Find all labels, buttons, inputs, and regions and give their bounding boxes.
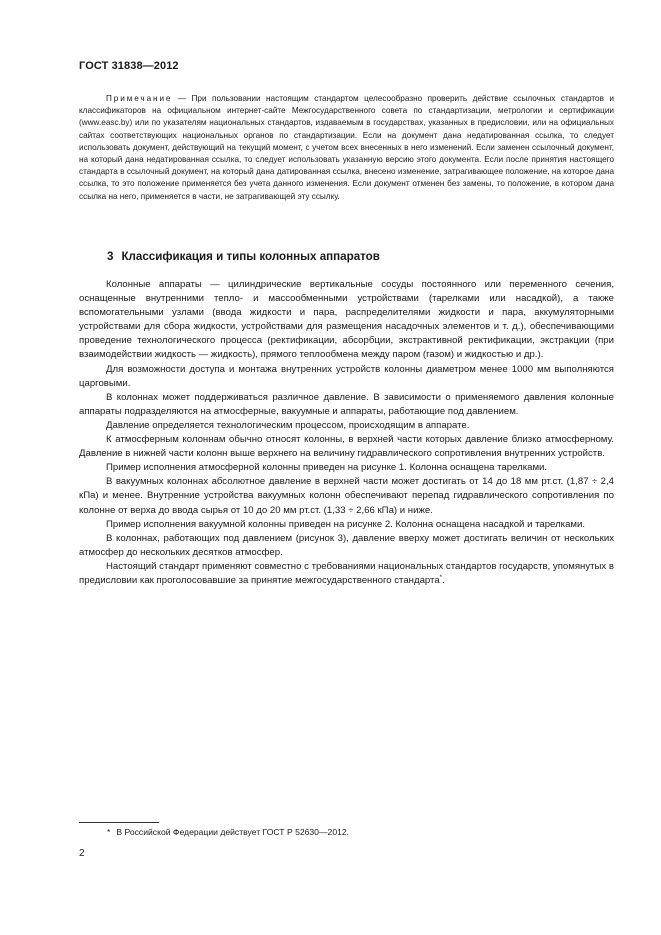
footnote-divider bbox=[79, 822, 159, 823]
section-body bbox=[79, 278, 614, 588]
paragraph: Для возможности доступа и монтажа внутренних устройств колонны диаметром менее 1000 мм выполняются царговыми. bbox=[79, 363, 614, 389]
paragraph: В колоннах, работающих под давлением (рисунок 3), давление вверху может достигать величин от нескольких атмосфер до нескольких десятков атмосфер. bbox=[79, 532, 614, 558]
paragraph: Пример исполнения атмосферной колонны приведен на рисунке 1. Колонна оснащена тарелками. bbox=[106, 462, 548, 474]
paragraph-last bbox=[79, 560, 614, 588]
paragraph: Колонные аппараты — цилиндрические вертикальные сосуды постоянного или переменного сечения, оснащенные внутренними тепло- и массообменными устройствами (тарелками или насадкой), а также вспомогательными узлами (ввода жидкости и пара, распределителями жидкости и пара, аккумуляторными устройствами для сбора жидкости, устройствами для размещения насадочных элементов и т. д.), обеспечивающими проведение технологического процесса (ректификации, абсорбции, экстрактивной ректификации, экстракции (при взаимодействии жидкость — жидкость), прямого теплообмена между паром (газом) и жидкостью и др.). bbox=[79, 279, 614, 361]
page-number: 2 bbox=[79, 848, 85, 859]
paragraph: Давление определяется технологическим процессом, происходящим в аппарате. bbox=[106, 419, 470, 431]
note-block bbox=[79, 93, 614, 203]
sentence-end: . bbox=[442, 574, 445, 586]
note-paragraph bbox=[79, 93, 614, 203]
footnote-reference[interactable]: * bbox=[439, 574, 442, 581]
note-lead: Примечание bbox=[106, 94, 173, 103]
section-number: 3 bbox=[107, 250, 114, 263]
section-heading bbox=[107, 250, 380, 263]
section-title: Классификация и типы колонных аппаратов bbox=[121, 250, 380, 263]
standard-designation: ГОСТ 31838—2012 bbox=[79, 60, 179, 72]
note-text: — При пользовании настоящим стандартом целесообразно проверить действие ссылочных стандартов и классификаторов на официальном интернет-сайте Межгосударственного совета по стандартизации, метрологии и сертификации (www.easc.by) или по указателям национальных стандартов, издаваемым в государствах, указанных в предисловии, или на официальных сайтах соответствующих национальных органов по стандартизации. Если на документ дана недатированная ссылка, то следует использовать документ, действующий на текущий момент, с учетом всех внесенных в него изменений. Если заменен ссылочный документ, на который дана недатированная ссылка, то следует использовать указанную версию этого документа. Если после принятия настоящего стандарта в ссылочный документ, на который дана датированная ссылка, внесено изменение, затрагивающее положение, на которое дана ссылка, то это положение применяется без учета данного изменения. Если документ отменен без замены, то положение, в котором дана ссылка на него, применяется в части, не затрагивающей эту ссылку. bbox=[79, 94, 614, 201]
paragraph: Пример исполнения вакуумной колонны приведен на рисунке 2. Колонна оснащена насадкой и тарелками. bbox=[106, 518, 586, 530]
paragraph: В колоннах может поддерживаться различное давление. В зависимости о применяемого давления колонные аппараты подразделяются на атмосферные, вакуумные и аппараты, работающие под давлением. bbox=[79, 391, 614, 417]
footnote-mark: * bbox=[107, 827, 111, 837]
footnote-text: В Российской Федерации действует ГОСТ Р 52630—2012. bbox=[116, 827, 350, 837]
footnote bbox=[107, 827, 349, 837]
paragraph: В вакуумных колоннах абсолютное давление в верхней части может достигать от 14 до 18 мм рт.ст. (1,87 ÷ 2,4 кПа) и менее. Внутренние устройства вакуумных колонн обеспечивают перепад гидравлического сопротивления по колонне от верха до ввода сырья от 10 до 20 мм рт.ст. (1,33 ÷ 2,66 кПа) и ниже. bbox=[79, 476, 614, 516]
paragraph: К атмосферным колоннам обычно относят колонны, в верхней части которых давление близко атмосферному. Давление в нижней части колонн выше верхнего на величину гидравлического сопротивления внутренних устройств. bbox=[79, 434, 614, 460]
paragraph-text: Настоящий стандарт применяют совместно с требованиями национальных стандартов государств, упомянутых в предисловии как проголосовавшие за принятие межгосударственного стандарта bbox=[79, 560, 614, 586]
